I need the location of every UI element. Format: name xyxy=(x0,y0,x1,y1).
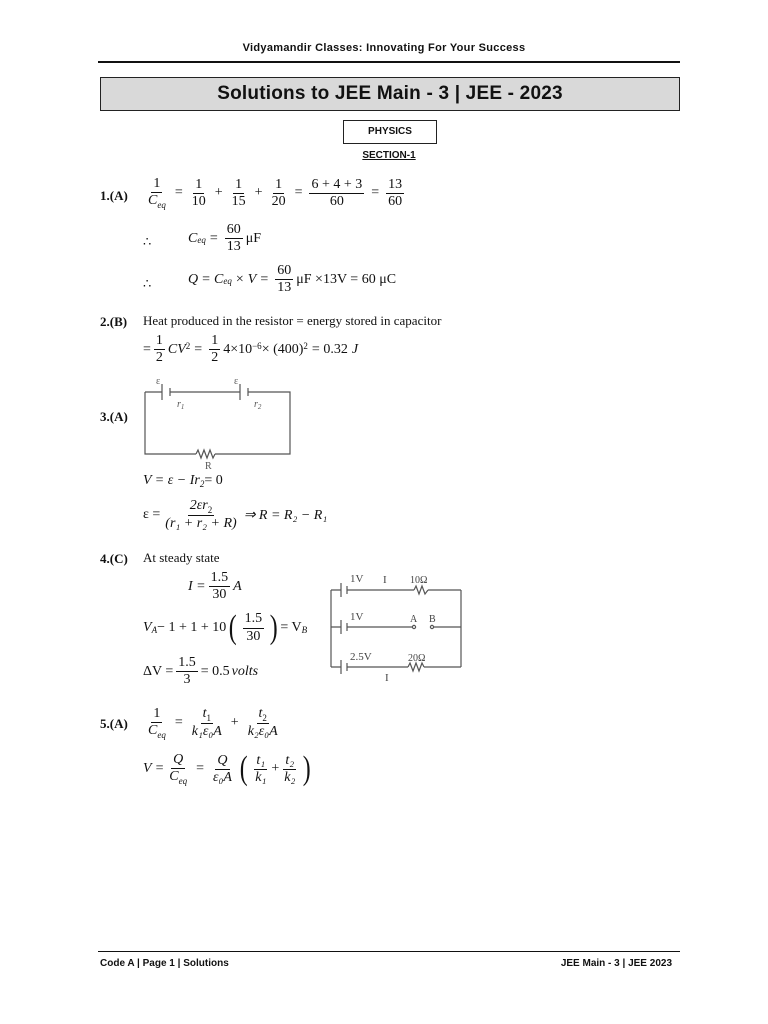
q5-equation-2: V = $\frac{Q}{C_{eq}}$ = $\frac{Q}{\text{ε₀A}}$ ( $\frac{\text{t₁}}{\text{k₁}}$ + $\frac{\text{t₂}}{\text{k₂}}$ ) xyxy=(143,750,311,788)
q4-equation-2: V A − 1 + 1 + 10 ( $\frac{1.5}{30}$ ) = V B xyxy=(143,609,308,646)
circuit-i3: I xyxy=(385,672,389,684)
question-1-label: 1.(A) xyxy=(100,188,128,203)
footer-rule xyxy=(98,951,680,952)
question-4-label: 4.(C) xyxy=(100,551,128,566)
footer-left: Code A | Page 1 | Solutions xyxy=(100,958,229,969)
subject-label: PHYSICS xyxy=(343,120,437,144)
q5-equation-1: $\frac{1}{C_{eq}}$ = $\frac{t_1}{\text{k₁ε₀A}}$ + $\frac{t_2}{\text{k₂ε₀A}}$ xyxy=(148,706,278,740)
circuit-r1: 10Ω xyxy=(410,575,428,586)
circuit-v2: 1V xyxy=(350,611,364,623)
circuit-emf-1: ε xyxy=(156,376,161,387)
q4-equation-3: ΔV = $\frac{1.5}{3}$ = 0.5 volts xyxy=(143,655,259,688)
q1-equation-2: C eq = $\frac{60}{13}$ μF xyxy=(188,222,262,255)
circuit-r2: $r_2$ xyxy=(254,399,262,411)
circuit-i1: I xyxy=(383,574,387,586)
circuit-node-b: B xyxy=(429,614,436,625)
q2-equation: = $\frac{1}{2}$ CV $^2$ = $\frac{1}{2}$ 4×10 $^{-6}$ × (400) $^2$ = 0.32 J xyxy=(143,333,359,366)
circuit-v3: 2.5V xyxy=(350,651,372,663)
q2-statement: Heat produced in the resistor = energy stored in capacitor xyxy=(143,313,442,328)
circuit-r1: $r_1$ xyxy=(177,399,185,411)
circuit-v1: 1V xyxy=(350,573,364,585)
section-heading: SECTION-1 xyxy=(362,150,416,161)
q4-equation-1: I = $\frac{1.5}{30}$ A xyxy=(188,570,242,603)
circuit-R: R xyxy=(205,461,212,472)
circuit-node-a: A xyxy=(410,614,418,625)
q3-circuit-diagram xyxy=(140,374,295,472)
page-title: Solutions to JEE Main - 3 | JEE - 2023 xyxy=(100,77,680,111)
q3-equation-2: ε = $\frac{2\varepsilon r_2}{\text{(r₁ + r₂ + R)}}$ ⇒ R = R₂ − R₁ xyxy=(143,498,328,532)
header-rule xyxy=(98,61,680,63)
question-3-label: 3.(A) xyxy=(100,409,128,424)
q4-circuit-diagram xyxy=(328,570,464,685)
circuit-r3: 20Ω xyxy=(408,653,426,664)
q3-equation-1: V = ε − Ir $_2$ = 0 xyxy=(143,473,223,489)
question-2-label: 2.(B) xyxy=(100,314,128,329)
q1-equation-1: $\frac{1}{C_{eq}}$ = $\frac{1}{10}$ + $\frac{1}{15}$ + $\frac{1}{20}$ = $\frac{6 + 4 + 3}{60}$ = $\frac{13}{60}$ xyxy=(148,176,403,210)
q1-equation-3: Q = C eq × V = $\frac{60}{13}$ μF ×13V = 60 μC xyxy=(188,263,397,296)
question-5-label: 5.(A) xyxy=(100,716,128,731)
therefore-symbol-2: ∴ xyxy=(143,276,152,291)
therefore-symbol: ∴ xyxy=(143,234,152,249)
circuit-emf-2: ε xyxy=(234,376,239,387)
q4-statement: At steady state xyxy=(143,550,220,565)
header-tagline: Vidyamandir Classes: Innovating For Your Success xyxy=(242,42,526,54)
footer-right: JEE Main - 3 | JEE 2023 xyxy=(560,958,672,969)
